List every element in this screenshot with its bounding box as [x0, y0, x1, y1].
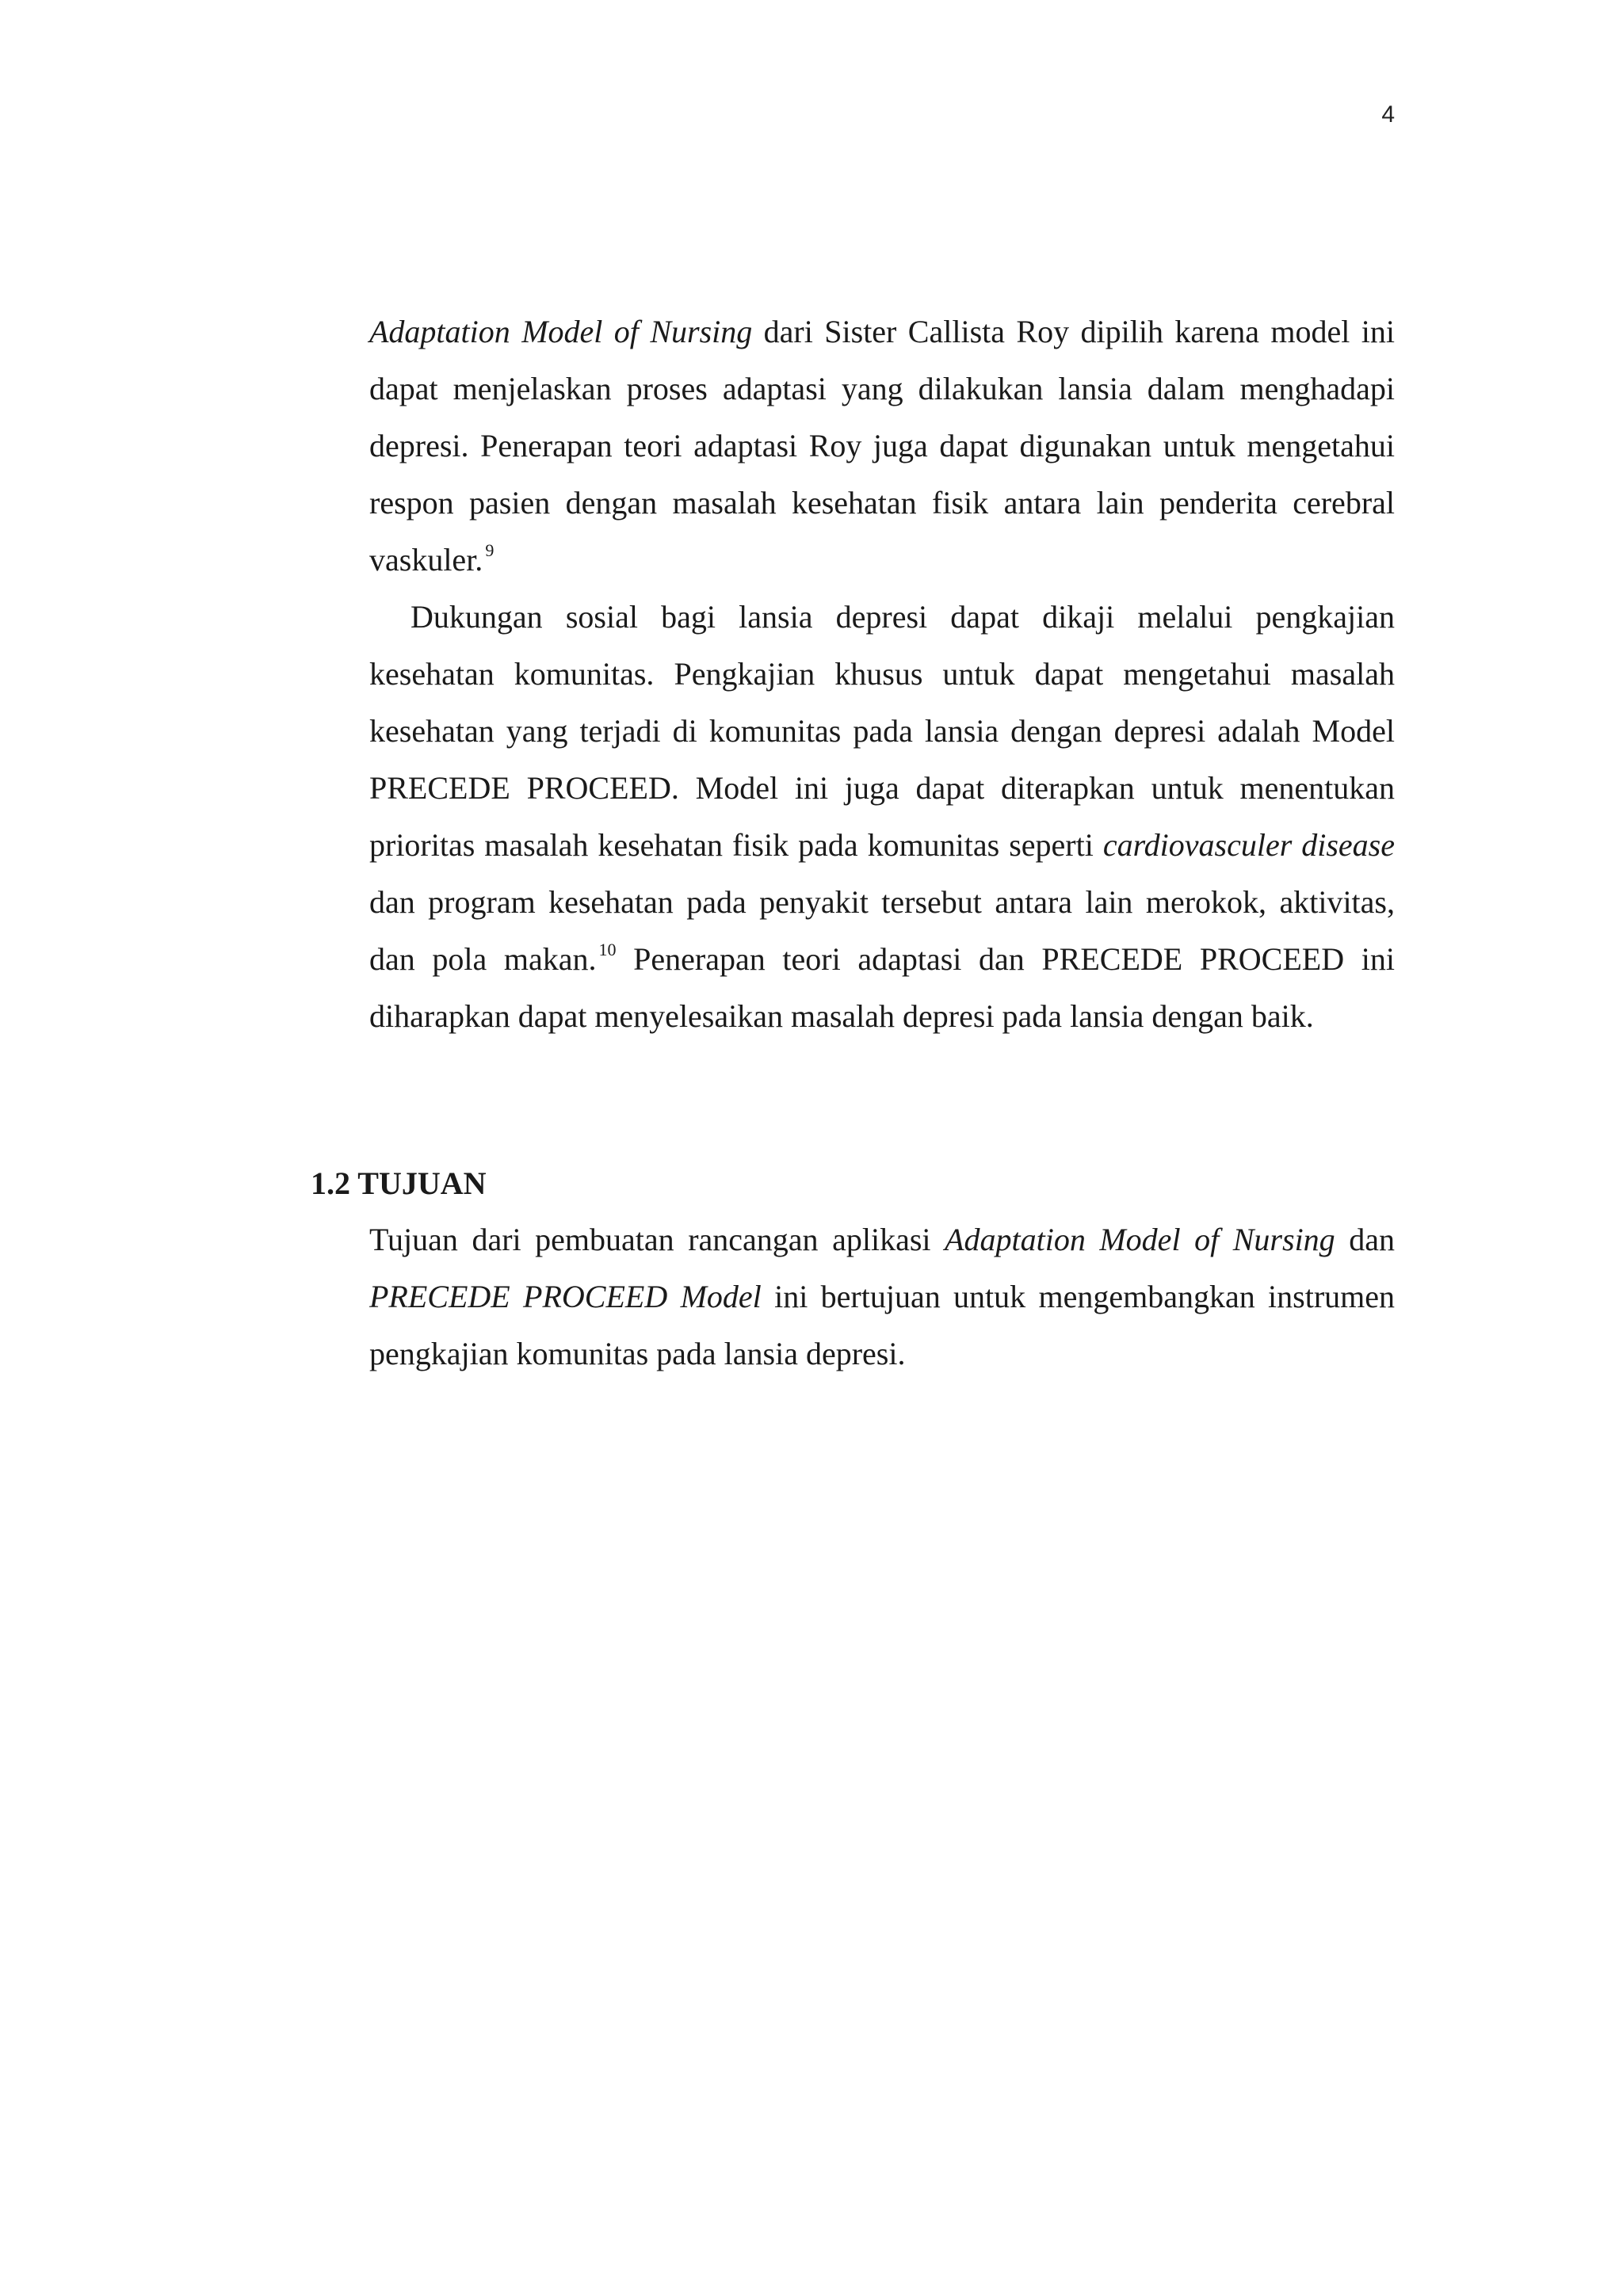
- paragraph-text: dan program kesehatan pada penyakit tersebut antara lain merokok, aktivitas, dan pola makan.: [369, 884, 1395, 977]
- paragraph-text: Penerapan teori adaptasi dan PRECEDE PROCEED ini diharapkan dapat menyelesaikan masalah depresi pada lansia dengan baik.: [369, 941, 1395, 1034]
- italic-term-precede-proceed: PRECEDE PROCEED Model: [369, 1279, 762, 1314]
- paragraph-text: ini bertujuan untuk mengembangkan instrumen pengkajian komunitas pada lansia depresi.: [369, 1279, 1396, 1371]
- paragraph-purpose: [369, 1211, 1395, 1383]
- italic-term-adaptation-model: Adaptation Model of Nursing: [369, 314, 753, 349]
- paragraph-adaptation-model: [369, 303, 1395, 589]
- italic-term-cardiovascular: cardiovasculer disease: [1102, 827, 1396, 863]
- citation-reference: 9: [485, 540, 495, 560]
- citation-reference: 10: [598, 940, 617, 959]
- paragraph-text: dan: [1335, 1222, 1395, 1257]
- paragraph-text: Dukungan sosial bagi lansia depresi dapat dikaji melalui pengkajian kesehatan komunitas. Pengkajian khusus untuk dapat mengetahui masalah kesehatan yang terjadi di komunitas pada lansia dengan depresi adalah Model PRECEDE PROCEED. Model ini juga dapat diterapkan untuk menentukan prioritas masalah kesehatan fisik pada komunitas seperti: [369, 599, 1395, 863]
- page-number: 4: [1381, 101, 1395, 128]
- paragraph-social-support: [369, 589, 1395, 1045]
- paragraph-text: dari Sister Callista Roy dipilih karena model ini dapat menjelaskan proses adaptasi yang dilakukan lansia dalam menghadapi depresi. Penerapan teori adaptasi Roy juga dapat digunakan untuk mengetahui respon pasien dengan masalah kesehatan fisik antara lain penderita cerebral vaskuler.: [369, 314, 1395, 578]
- section-heading: 1.2 TUJUAN: [311, 1165, 487, 1201]
- paragraph-text: Tujuan dari pembuatan rancangan aplikasi: [369, 1222, 945, 1257]
- italic-term-adaptation-model: Adaptation Model of Nursing: [945, 1222, 1335, 1257]
